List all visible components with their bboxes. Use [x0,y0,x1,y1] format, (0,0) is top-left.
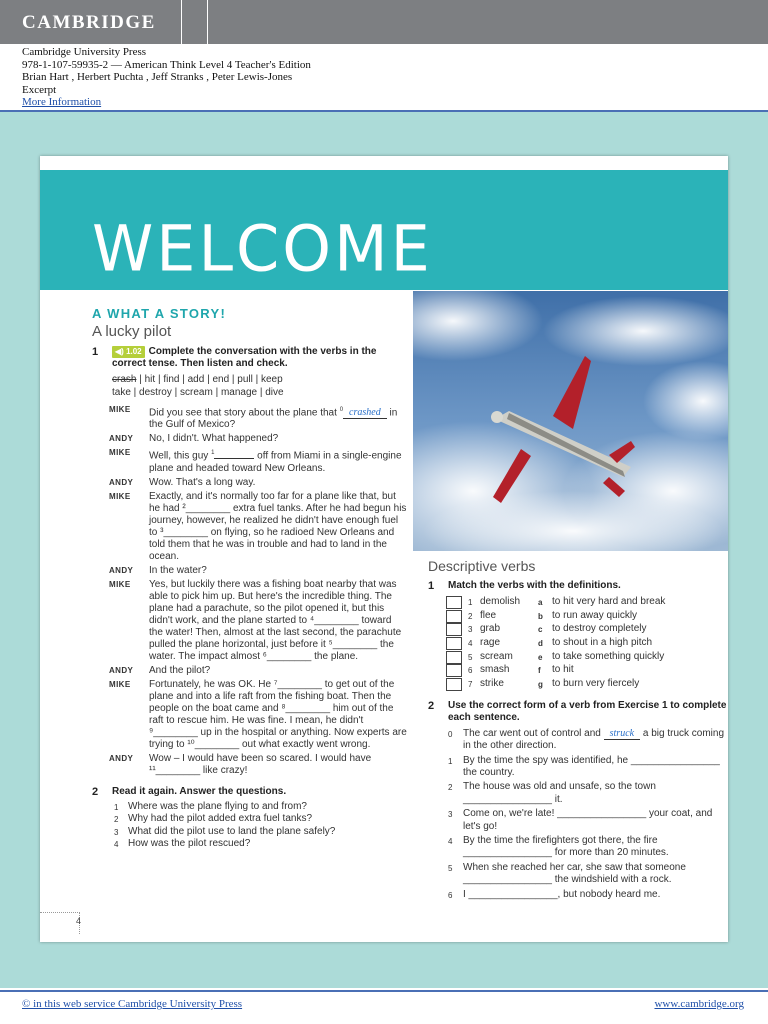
question-item [92,826,407,839]
airplane-photo [413,291,728,551]
speaker-name: ANDY [109,665,134,675]
dialogue-text: off from Miami in a single-engine plane and headed toward New Orleans. [149,450,402,474]
answer-box[interactable] [446,610,462,623]
sentence-item [428,781,728,806]
word-bank [92,374,407,399]
speaker-name: MIKE [109,448,131,458]
excerpt-label: Excerpt [22,83,57,96]
dialogue-text: No, I didn't. What happened? [149,433,279,445]
word-bank-example: crash [112,374,137,385]
sentence-text: When she reached her car, she saw that someone ________________ the windshield with a rock. [463,861,686,886]
answer-box[interactable] [446,651,462,664]
sentence-number: 3 [448,810,453,820]
exercise-number: 1 [428,580,435,592]
sentence-text: a big truck coming in the other direction. [463,727,725,752]
dialogue-text: Wow – I would have been so scared. I would have ¹¹________ like crazy! [149,752,372,776]
sentence-text: By the time the spy was identified, he ________________ the country. [463,754,720,779]
example-answer: crashed [343,407,387,419]
sentence-item [428,862,728,887]
definition: to run away quickly [552,609,638,621]
question-text: Where was the plane flying to and from? [128,800,307,812]
item-number: 2 [468,611,473,621]
question-number: 4 [114,840,119,850]
sentence-text: By the time the firefighters got there, the fire ________________ for more than 20 minutes. [463,835,669,859]
dialogue-text: Fortunately, he was OK. He ⁷________ to get out of the plane and into a life raft from the fishing boat. Then the people on the boat came and ⁸________ him out of the raft to rescue him. He was fine. I mean, he didn't ⁹________ up in the hospital or anything. Now experts are trying to ¹⁰________ out what exactly went wrong. [149,678,407,750]
matching-row [428,650,728,664]
sentence-number: 0 [448,729,453,739]
item-number: 5 [468,652,473,662]
matching-row [428,677,728,691]
publisher: Cambridge University Press [22,46,147,58]
speaker-name: MIKE [109,679,131,689]
item-number: 3 [468,625,473,635]
answer-box[interactable] [446,596,462,609]
sentence-number: 4 [448,837,453,847]
dialogue-line [92,753,407,777]
authors: Brian Hart , Herbert Puchta , Jeff Stranks , Peter Lewis-Jones [22,71,293,83]
sentence-list [428,728,728,901]
definition-letter: g [538,680,543,690]
website-link[interactable]: www.cambridge.org [654,998,744,1010]
section-subtitle: A lucky pilot [92,323,172,340]
sentence-number: 6 [448,890,453,900]
answer-box[interactable] [446,664,462,677]
definition-letter: c [538,625,543,635]
definition-letter: e [538,652,543,662]
definition-letter: a [538,598,543,607]
answer-box[interactable] [446,637,462,650]
copyright-link[interactable]: © in this web service Cambridge University Press [22,998,243,1010]
item-number: 7 [468,680,473,690]
isbn-title: 978-1-107-59935-2 — American Think Level 4 Teacher's Edition [22,58,311,71]
sentence-text: The house was old and unsafe, so the town ________________ it. [463,781,656,805]
question-item [92,813,407,826]
dialogue-text: Yes, but luckily there was a fishing boat nearby that was able to pick him up. But here's the incredible thing. The plane had a parachute, so the pilot opened it, but this didn't work, and the plane started to ⁴________ toward the water! Then, almost at the last second, the parachute pulled the plane horizontal, just before it ⁵________ the water. The impact almost ⁶________ the plane. [149,578,402,662]
sentence-text: I ________________, but nobody heard me. [463,888,661,900]
dialogue-line [92,447,407,474]
airplane-illustration [413,291,728,551]
sentence-number: 2 [448,783,453,793]
blank-number: 0 [339,407,344,413]
exercise-instruction: Use the correct form of a verb from Exercise 1 to complete each sentence. [448,699,727,723]
audio-track-number: 1.02 [126,347,142,356]
page-corner-mark [40,912,80,934]
item-number: 1 [468,598,473,607]
dialogue-line [92,665,407,677]
exercise-instruction: Read it again. Answer the questions. [112,785,287,797]
definition-letter: d [538,639,543,649]
verb: strike [480,678,504,690]
sentence-item [428,889,728,901]
speaker-name: MIKE [109,491,131,501]
matching-row [428,636,728,650]
textbook-page [40,156,728,942]
more-information-link[interactable]: More Information [22,96,102,108]
dialogue-text: Wow. That's a long way. [149,476,256,488]
sentence-item [428,835,728,860]
dialogue-line [92,579,407,663]
dialogue-text: Exactly, and it's normally too far for a plane like that, but he had ²________ extra fuel tanks. After he had begun his journey, however, he realized he didn't have enough fuel to ³________ on flying, so he radioed New Orleans and told them that he was in trouble and had to land in the ocean. [149,490,407,562]
sentence-item [428,728,728,753]
dialogue-text: Well, this guy [149,450,212,462]
sentence-text: Come on, we're late! ________________ your coat, and let's go! [463,808,713,832]
answer-blank[interactable] [214,449,254,459]
exercise-1-heading [428,580,728,592]
page-number: 4 [76,916,82,926]
dialogue-line [92,679,407,751]
blank-number: 1 [211,450,215,457]
matching-list [428,595,728,691]
dialogue [92,404,407,777]
definition-letter: f [538,666,541,676]
question-item [92,838,407,851]
question-number: 2 [114,815,119,825]
dialogue-text: In the water? [149,564,207,576]
question-list [92,801,407,851]
dialogue-text: Did you see that story about the plane that [149,407,340,419]
matching-row [428,595,728,609]
speaker-name: MIKE [109,579,131,589]
verb: smash [480,664,510,676]
question-text: Why had the pilot added extra fuel tanks? [128,813,313,825]
dialogue-line [92,565,407,577]
sentence-item [428,755,728,780]
sentence-item [428,808,728,833]
section-subtitle: Descriptive verbs [428,558,536,574]
right-column [428,558,728,903]
answer-box[interactable] [446,678,462,691]
speaker-name: ANDY [109,753,134,763]
footer-rule [0,990,768,992]
word-bank-line: take | destroy | scream | manage | dive [112,386,284,398]
verb: scream [480,650,513,662]
matching-row [428,663,728,677]
exercise-instruction: Complete the conversation with the verbs in the correct tense. Then listen and check. [112,346,377,369]
question-number: 1 [114,802,119,812]
speaker-name: ANDY [109,434,134,444]
exercise-2-heading [92,786,407,798]
verb: demolish [480,596,521,607]
verb: flee [480,609,497,621]
book-metadata [22,46,311,109]
speaker-name: ANDY [109,477,134,487]
word-bank-line: | hit | find | add | end | pull | keep [136,374,283,385]
definition: to burn very fiercely [552,678,640,690]
sentence-number: 5 [448,863,453,873]
dialogue-text: And the pilot? [149,664,211,676]
dialogue-line [92,491,407,563]
left-column [92,306,407,851]
verb: rage [480,637,501,649]
question-text: How was the pilot rescued? [128,838,251,850]
welcome-banner [40,170,728,290]
section-label: A WHAT A STORY! [92,306,227,321]
cambridge-logo: CAMBRIDGE [22,12,156,33]
dialogue-text: in the Gulf of Mexico? [149,407,398,431]
dialogue-line [92,433,407,445]
sentence-text: The car went out of control and [463,727,604,739]
question-number: 3 [114,827,119,837]
definition: to take something quickly [552,650,665,662]
question-item [92,801,407,814]
top-bar [0,0,768,44]
exercise-2-heading [428,700,728,724]
divider [207,0,208,44]
answer-box[interactable] [446,623,462,636]
definition: to shout in a high pitch [552,637,653,649]
definition: to hit [552,664,574,676]
sentence-number: 1 [448,756,453,766]
exercise-number: 2 [428,699,435,712]
speaker-name: MIKE [109,405,131,414]
exercise-1-heading [92,346,407,370]
exercise-instruction: Match the verbs with the definitions. [448,580,621,591]
example-answer: struck [604,728,640,740]
divider [181,0,182,44]
matching-row [428,609,728,623]
definition-letter: b [538,611,543,621]
item-number: 4 [468,639,473,649]
definition: to destroy completely [552,623,647,635]
exercise-number: 1 [92,346,99,358]
speaker-icon: ◀) [115,347,124,356]
page-title: WELCOME [92,211,433,286]
dialogue-line [92,477,407,489]
audio-track-badge[interactable] [112,346,145,358]
definition: to hit very hard and break [552,596,666,607]
exercise-number: 2 [92,785,99,798]
speaker-name: ANDY [109,565,134,575]
dialogue-line [92,404,407,431]
question-text: What did the pilot use to land the plane safely? [128,825,336,837]
verb: grab [480,623,501,635]
matching-row [428,622,728,636]
item-number: 6 [468,666,473,676]
